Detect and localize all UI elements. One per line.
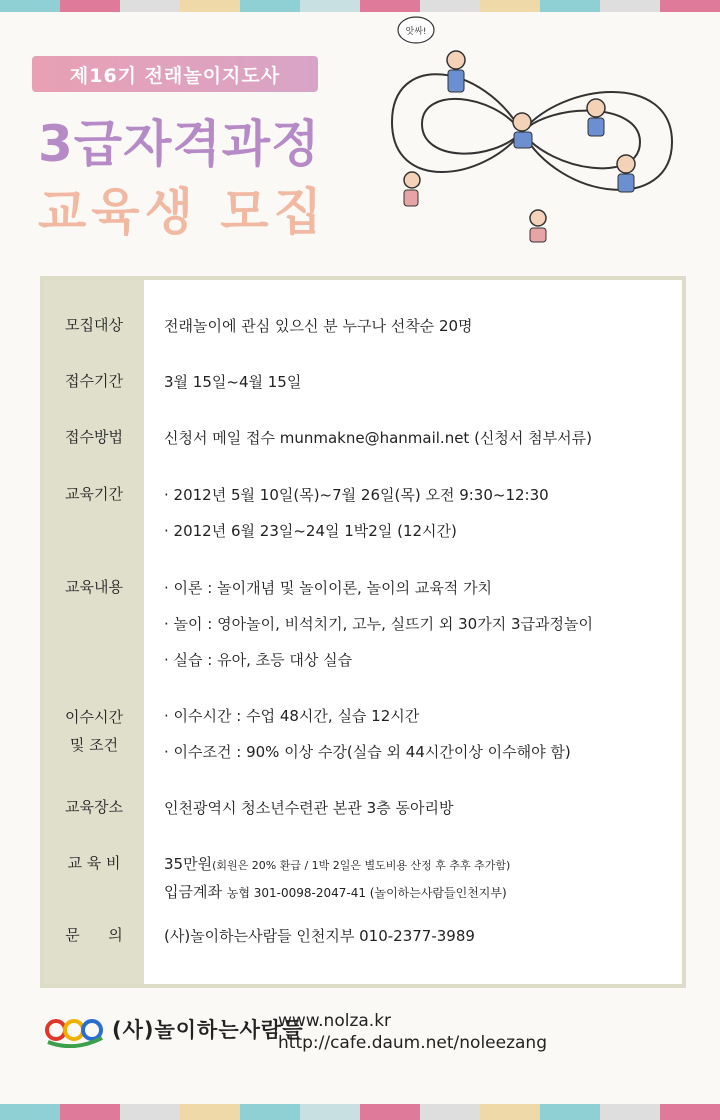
stripe-segment: [540, 1104, 600, 1120]
account-number: 농협 301-0098-2047-41 (놀이하는사람들인천지부): [226, 886, 507, 900]
stripe-segment: [60, 1104, 120, 1120]
page-title: 3급자격과정: [38, 115, 321, 173]
stripe-segment: [600, 1104, 660, 1120]
row-value: · 2012년 5월 10일(목)~7월 26일(목) 오전 9:30~12:30: [164, 486, 549, 504]
row-label: 모집대상: [65, 316, 123, 334]
website-link[interactable]: www.nolza.kr: [278, 1011, 392, 1031]
row-value: (사)놀이하는사람들 인천지부 010-2377-3989: [164, 927, 475, 945]
row-value: [164, 874, 507, 911]
stripe-segment: [600, 0, 660, 12]
row-label: 교 육 비: [67, 854, 121, 872]
row-value: 3월 15일~4월 15일: [164, 373, 302, 391]
row-value: · 놀이 : 영아놀이, 비석치기, 고누, 실뜨기 외 30가지 3급과정놀이: [164, 615, 593, 633]
row-value: · 이수조건 : 90% 이상 수강(실습 외 44시간이상 이수해야 함): [164, 743, 571, 761]
stripe-segment: [240, 1104, 300, 1120]
row-label: 문 의: [65, 926, 123, 944]
row-label: 교육기간: [65, 485, 123, 503]
row-value: 신청서 메일 접수 munmakne@hanmail.net (신청서 첨부서류): [164, 429, 592, 447]
stripe-segment: [300, 0, 360, 12]
course-badge: 제16기 전래놀이지도사: [32, 56, 318, 92]
top-color-stripe: [0, 0, 720, 12]
row-label: 이수시간: [65, 708, 123, 726]
row-value: · 이론 : 놀이개념 및 놀이이론, 놀이의 교육적 가치: [164, 579, 493, 597]
row-label: 교육내용: [65, 578, 123, 596]
info-panel: [40, 276, 686, 988]
row-label: 접수방법: [65, 428, 123, 446]
stripe-segment: [360, 0, 420, 12]
page-subtitle: 교육생 모집: [38, 183, 327, 241]
row-label: 교육장소: [65, 798, 123, 816]
stripe-segment: [360, 1104, 420, 1120]
stripe-segment: [0, 0, 60, 12]
org-name: (사)놀이하는사람들: [112, 1018, 304, 1042]
infinity-play-illustration: [372, 12, 702, 260]
row-value: · 이수시간 : 수업 48시간, 실습 12시간: [164, 707, 420, 725]
stripe-segment: [120, 0, 180, 12]
stripe-segment: [540, 0, 600, 12]
stripe-segment: [180, 0, 240, 12]
account-label: 입금계좌: [164, 883, 227, 901]
row-label: 접수기간: [65, 372, 123, 390]
cafe-link[interactable]: http://cafe.daum.net/noleezang: [278, 1033, 547, 1053]
footer: [44, 1006, 684, 1066]
stripe-segment: [60, 0, 120, 12]
stripe-segment: [0, 1104, 60, 1120]
stripe-segment: [120, 1104, 180, 1120]
stripe-segment: [660, 0, 720, 12]
footer-links: [278, 1010, 547, 1054]
bottom-color-stripe: [0, 1104, 720, 1120]
org-logo-icon: [44, 1012, 106, 1048]
stripe-segment: [240, 0, 300, 12]
stripe-segment: [180, 1104, 240, 1120]
row-value: 전래놀이에 관심 있으신 분 누구나 선착순 20명: [164, 317, 473, 335]
row-value: 인천광역시 청소년수련관 본관 3층 동아리방: [164, 799, 454, 817]
stripe-segment: [300, 1104, 360, 1120]
fee-note: (회원은 20% 환급 / 1박 2일은 별도비용 산정 후 추후 추가함): [212, 859, 511, 872]
stripe-segment: [420, 0, 480, 12]
row-value: · 2012년 6월 23일~24일 1박2일 (12시간): [164, 522, 457, 540]
fee-amount: 35만원: [164, 855, 213, 873]
stripe-segment: [480, 0, 540, 12]
row-label-line2: 및 조건: [69, 736, 119, 754]
row-value: · 실습 : 유아, 초등 대상 실습: [164, 651, 353, 669]
stripe-segment: [660, 1104, 720, 1120]
stripe-segment: [420, 1104, 480, 1120]
speech-bubble-text: 앗싸!: [405, 27, 427, 37]
stripe-segment: [480, 1104, 540, 1120]
